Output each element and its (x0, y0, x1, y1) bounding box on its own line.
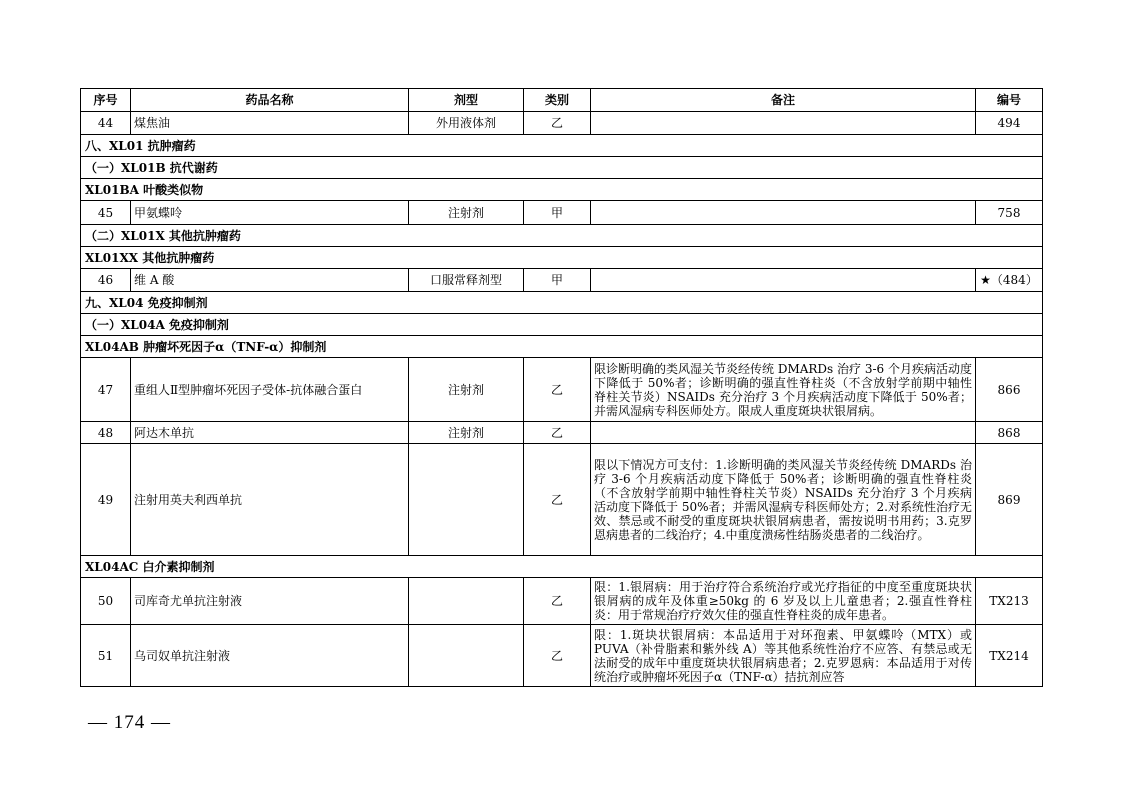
col-header-name: 药品名称 (131, 89, 409, 112)
col-header-form: 剂型 (409, 89, 524, 112)
cell-category: 乙 (524, 578, 591, 625)
section-heading: 八、XL01 抗肿瘤药 (81, 135, 1043, 157)
col-header-category: 类别 (524, 89, 591, 112)
table-row (81, 444, 1043, 556)
cell-code: 869 (976, 444, 1043, 556)
cell-no: 47 (81, 358, 131, 422)
cell-remarks: 限诊断明确的类风湿关节炎经传统 DMARDs 治疗 3-6 个月疾病活动度下降低于 50%者；诊断明确的强直性脊柱炎（不含放射学前期中轴性脊柱关节炎）NSAIDs 充分治疗 3 个月疾病活动度下降低于 50%者；并需风湿病专科医师处方。限成人重度斑块状银屑病。 (591, 358, 976, 422)
cell-no: 48 (81, 422, 131, 444)
page-number: — 174 — (88, 712, 171, 733)
cell-form: 注射剂 (409, 422, 524, 444)
cell-code: 494 (976, 112, 1043, 135)
cell-remarks (591, 269, 976, 292)
cell-name: 阿达木单抗 (131, 422, 409, 444)
cell-form (409, 444, 524, 556)
section-heading: （一）XL01B 抗代谢药 (81, 157, 1043, 179)
cell-category: 乙 (524, 444, 591, 556)
cell-no: 50 (81, 578, 131, 625)
section-row (81, 292, 1043, 314)
cell-form: 注射剂 (409, 358, 524, 422)
cell-name: 注射用英夫利西单抗 (131, 444, 409, 556)
cell-no: 46 (81, 269, 131, 292)
cell-category: 乙 (524, 625, 591, 687)
cell-remarks (591, 112, 976, 135)
col-header-no: 序号 (81, 89, 131, 112)
cell-name: 乌司奴单抗注射液 (131, 625, 409, 687)
cell-remarks (591, 422, 976, 444)
cell-code: TX214 (976, 625, 1043, 687)
cell-remarks: 限：1.银屑病：用于治疗符合系统治疗或光疗指征的中度至重度斑块状银屑病的成年及体重≥50kg 的 6 岁及以上儿童患者；2.强直性脊柱炎：用于常规治疗疗效欠佳的强直性脊柱炎的成年患者。 (591, 578, 976, 625)
cell-form (409, 625, 524, 687)
cell-form: 外用液体剂 (409, 112, 524, 135)
section-heading: （二）XL01X 其他抗肿瘤药 (81, 225, 1043, 247)
cell-category: 甲 (524, 269, 591, 292)
section-row (81, 336, 1043, 358)
cell-remarks: 限：1.斑块状银屑病：本品适用于对环孢素、甲氨蝶呤（MTX）或 PUVA（补骨脂素和紫外线 A）等其他系统性治疗不应答、有禁忌或无法耐受的成年中重度斑块状银屑病患者；2.克罗恩病：本品适用于对传统治疗或肿瘤坏死因子α（TNF-α）拮抗剂应答 (591, 625, 976, 687)
section-row (81, 135, 1043, 157)
cell-form (409, 578, 524, 625)
cell-code: TX213 (976, 578, 1043, 625)
cell-name: 煤焦油 (131, 112, 409, 135)
cell-category: 乙 (524, 422, 591, 444)
section-heading: XL04AB 肿瘤坏死因子α（TNF-α）抑制剂 (81, 336, 1043, 358)
table-header-row (81, 89, 1043, 112)
cell-form: 口服常释剂型 (409, 269, 524, 292)
cell-no: 51 (81, 625, 131, 687)
section-row (81, 556, 1043, 578)
cell-name: 重组人Ⅱ型肿瘤坏死因子受体-抗体融合蛋白 (131, 358, 409, 422)
section-row (81, 314, 1043, 336)
cell-code: 866 (976, 358, 1043, 422)
table-row (81, 358, 1043, 422)
section-heading: XL04AC 白介素抑制剂 (81, 556, 1043, 578)
table-row (81, 269, 1043, 292)
table-row (81, 112, 1043, 135)
section-heading: （一）XL04A 免疫抑制剂 (81, 314, 1043, 336)
section-row (81, 157, 1043, 179)
table-row (81, 422, 1043, 444)
col-header-remarks: 备注 (591, 89, 976, 112)
cell-no: 45 (81, 201, 131, 225)
col-header-code: 编号 (976, 89, 1043, 112)
section-row (81, 225, 1043, 247)
cell-category: 乙 (524, 112, 591, 135)
cell-code: 868 (976, 422, 1043, 444)
table-row (81, 625, 1043, 687)
cell-name: 维 A 酸 (131, 269, 409, 292)
section-heading: XL01XX 其他抗肿瘤药 (81, 247, 1043, 269)
cell-remarks (591, 201, 976, 225)
table-row (81, 201, 1043, 225)
cell-form: 注射剂 (409, 201, 524, 225)
cell-name: 甲氨蝶呤 (131, 201, 409, 225)
cell-name: 司库奇尤单抗注射液 (131, 578, 409, 625)
cell-no: 49 (81, 444, 131, 556)
section-row (81, 179, 1043, 201)
section-heading: 九、XL04 免疫抑制剂 (81, 292, 1043, 314)
cell-code: ★（484） (976, 269, 1043, 292)
table-row (81, 578, 1043, 625)
drug-list-table (80, 88, 1043, 687)
section-heading: XL01BA 叶酸类似物 (81, 179, 1043, 201)
cell-no: 44 (81, 112, 131, 135)
cell-category: 乙 (524, 358, 591, 422)
cell-category: 甲 (524, 201, 591, 225)
cell-code: 758 (976, 201, 1043, 225)
cell-remarks: 限以下情况方可支付：1.诊断明确的类风湿关节炎经传统 DMARDs 治疗 3-6 个月疾病活动度下降低于 50%者；诊断明确的强直性脊柱炎（不含放射学前期中轴性脊柱关节炎）NSAIDs 充分治疗 3 个月疾病活动度下降低于 50%者；并需风湿病专科医师处方；2.对系统性治疗无效、禁忌或不耐受的重度斑块状银屑病患者，需按说明书用药；3.克罗恩病患者的二线治疗；4.中重度溃疡性结肠炎患者的二线治疗。 (591, 444, 976, 556)
section-row (81, 247, 1043, 269)
